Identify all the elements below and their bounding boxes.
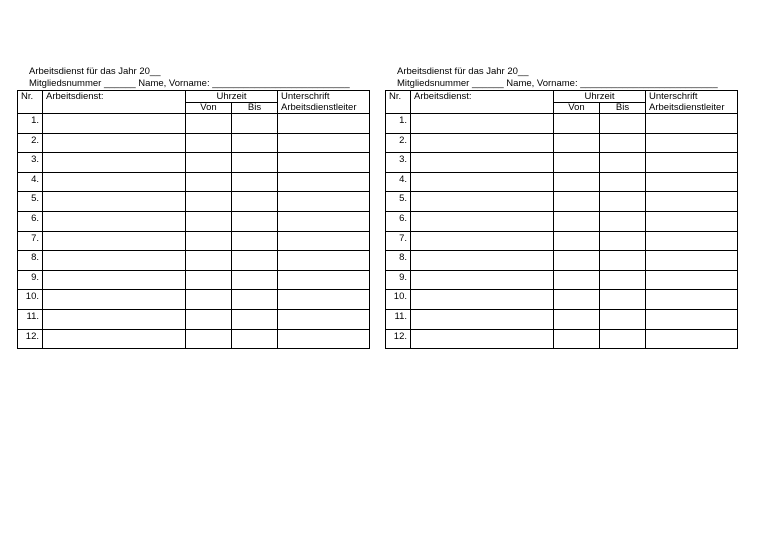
signature-cell[interactable] <box>278 153 370 173</box>
time-to-cell[interactable] <box>600 329 646 349</box>
column-header-service: Arbeitsdienst: <box>43 91 186 114</box>
table-row <box>386 290 738 310</box>
time-from-cell[interactable] <box>554 251 600 271</box>
table-row <box>386 231 738 251</box>
table-row <box>386 153 738 173</box>
table-row <box>18 309 370 329</box>
row-number-cell: 7. <box>18 231 43 251</box>
form-title: Arbeitsdienst für das Jahr 20__ <box>397 66 529 77</box>
table-row <box>386 114 738 134</box>
time-to-cell[interactable] <box>600 172 646 192</box>
signature-cell[interactable] <box>278 270 370 290</box>
time-from-cell[interactable] <box>554 290 600 310</box>
time-to-cell[interactable] <box>600 231 646 251</box>
signature-cell[interactable] <box>646 231 738 251</box>
table-row <box>386 329 738 349</box>
time-from-cell[interactable] <box>554 192 600 212</box>
table-row <box>18 231 370 251</box>
signature-cell[interactable] <box>646 290 738 310</box>
column-header-to: Bis <box>600 103 646 114</box>
signature-cell[interactable] <box>278 309 370 329</box>
row-number-cell: 2. <box>386 133 411 153</box>
table-row <box>18 133 370 153</box>
time-to-cell[interactable] <box>232 153 278 173</box>
signature-cell[interactable] <box>278 211 370 231</box>
table-row <box>18 251 370 271</box>
time-to-cell[interactable] <box>232 172 278 192</box>
service-cell[interactable] <box>411 211 554 231</box>
table-row <box>18 153 370 173</box>
column-header-signature <box>646 91 738 114</box>
row-number-cell: 3. <box>386 153 411 173</box>
row-number-cell: 4. <box>386 172 411 192</box>
row-number-cell: 12. <box>386 329 411 349</box>
time-to-cell[interactable] <box>232 270 278 290</box>
signature-cell[interactable] <box>278 133 370 153</box>
row-number-cell: 12. <box>18 329 43 349</box>
time-to-cell[interactable] <box>232 133 278 153</box>
table-row <box>386 192 738 212</box>
service-cell[interactable] <box>43 309 186 329</box>
table-row <box>386 251 738 271</box>
service-cell[interactable] <box>43 172 186 192</box>
row-number-cell: 11. <box>18 309 43 329</box>
time-from-cell[interactable] <box>554 309 600 329</box>
time-from-cell[interactable] <box>554 133 600 153</box>
service-cell[interactable] <box>411 172 554 192</box>
row-number-cell: 4. <box>18 172 43 192</box>
row-number-cell: 5. <box>18 192 43 212</box>
column-header-time: Uhrzeit <box>554 91 646 103</box>
time-to-cell[interactable] <box>232 329 278 349</box>
column-header-time: Uhrzeit <box>186 91 278 103</box>
table-row <box>386 309 738 329</box>
row-number-cell: 6. <box>386 211 411 231</box>
signature-cell[interactable] <box>278 192 370 212</box>
service-cell[interactable] <box>411 251 554 271</box>
table-row <box>18 329 370 349</box>
member-line: Mitgliedsnummer ______ Name, Vorname: __________________________ <box>29 78 350 89</box>
service-cell[interactable] <box>411 290 554 310</box>
service-cell[interactable] <box>43 290 186 310</box>
row-number-cell: 1. <box>386 114 411 134</box>
column-header-signature <box>278 91 370 114</box>
row-number-cell: 9. <box>18 270 43 290</box>
service-cell[interactable] <box>411 270 554 290</box>
time-to-cell[interactable] <box>600 211 646 231</box>
service-cell[interactable] <box>411 192 554 212</box>
time-from-cell[interactable] <box>186 270 232 290</box>
signature-cell[interactable] <box>646 270 738 290</box>
time-from-cell[interactable] <box>186 133 232 153</box>
time-from-cell[interactable] <box>554 329 600 349</box>
time-from-cell[interactable] <box>554 270 600 290</box>
row-number-cell: 11. <box>386 309 411 329</box>
work-service-form-left <box>17 66 369 349</box>
service-cell[interactable] <box>43 329 186 349</box>
row-number-cell: 3. <box>18 153 43 173</box>
time-from-cell[interactable] <box>186 172 232 192</box>
time-from-cell[interactable] <box>186 114 232 134</box>
time-to-cell[interactable] <box>232 251 278 271</box>
service-cell[interactable] <box>43 251 186 271</box>
time-from-cell[interactable] <box>186 251 232 271</box>
time-from-cell[interactable] <box>186 329 232 349</box>
table-row <box>386 211 738 231</box>
time-to-cell[interactable] <box>232 211 278 231</box>
service-cell[interactable] <box>411 153 554 173</box>
row-number-cell: 6. <box>18 211 43 231</box>
time-from-cell[interactable] <box>554 172 600 192</box>
time-from-cell[interactable] <box>554 231 600 251</box>
time-to-cell[interactable] <box>232 231 278 251</box>
service-cell[interactable] <box>43 270 186 290</box>
row-number-cell: 8. <box>18 251 43 271</box>
time-to-cell[interactable] <box>600 290 646 310</box>
signature-label-line2: Arbeitsdienstleiter <box>649 102 725 113</box>
signature-cell[interactable] <box>646 114 738 134</box>
table-row <box>386 270 738 290</box>
form-title: Arbeitsdienst für das Jahr 20__ <box>29 66 161 77</box>
signature-cell[interactable] <box>646 153 738 173</box>
service-cell[interactable] <box>411 309 554 329</box>
signature-cell[interactable] <box>646 329 738 349</box>
signature-cell[interactable] <box>646 192 738 212</box>
column-header-from: Von <box>186 103 232 114</box>
time-to-cell[interactable] <box>600 270 646 290</box>
signature-cell[interactable] <box>646 251 738 271</box>
table-body <box>386 114 738 349</box>
time-from-cell[interactable] <box>554 153 600 173</box>
form-header <box>385 66 737 90</box>
time-from-cell[interactable] <box>186 192 232 212</box>
table-row <box>18 172 370 192</box>
column-header-nr: Nr. <box>18 91 43 114</box>
time-to-cell[interactable] <box>232 114 278 134</box>
table-row <box>18 211 370 231</box>
table-row <box>386 172 738 192</box>
time-to-cell[interactable] <box>600 309 646 329</box>
signature-label-line1: Unterschrift <box>281 91 330 102</box>
service-cell[interactable] <box>43 211 186 231</box>
time-from-cell[interactable] <box>186 211 232 231</box>
time-to-cell[interactable] <box>600 133 646 153</box>
signature-cell[interactable] <box>646 309 738 329</box>
table-row <box>18 270 370 290</box>
time-to-cell[interactable] <box>600 192 646 212</box>
service-cell[interactable] <box>411 329 554 349</box>
form-header <box>17 66 369 90</box>
signature-cell[interactable] <box>278 251 370 271</box>
time-from-cell[interactable] <box>186 290 232 310</box>
work-service-table <box>385 90 738 349</box>
service-cell[interactable] <box>43 231 186 251</box>
time-to-cell[interactable] <box>600 114 646 134</box>
signature-label-line2: Arbeitsdienstleiter <box>281 102 357 113</box>
time-to-cell[interactable] <box>600 251 646 271</box>
work-service-form-right <box>385 66 737 349</box>
row-number-cell: 10. <box>386 290 411 310</box>
service-cell[interactable] <box>411 231 554 251</box>
service-cell[interactable] <box>43 192 186 212</box>
time-from-cell[interactable] <box>186 231 232 251</box>
table-body <box>18 114 370 349</box>
service-cell[interactable] <box>411 133 554 153</box>
work-service-table <box>17 90 370 349</box>
service-cell[interactable] <box>43 114 186 134</box>
row-number-cell: 10. <box>18 290 43 310</box>
time-from-cell[interactable] <box>554 114 600 134</box>
service-cell[interactable] <box>43 133 186 153</box>
signature-cell[interactable] <box>278 114 370 134</box>
table-row <box>18 114 370 134</box>
signature-cell[interactable] <box>278 290 370 310</box>
service-cell[interactable] <box>411 114 554 134</box>
row-number-cell: 8. <box>386 251 411 271</box>
column-header-to: Bis <box>232 103 278 114</box>
column-header-service: Arbeitsdienst: <box>411 91 554 114</box>
signature-cell[interactable] <box>646 172 738 192</box>
signature-cell[interactable] <box>278 172 370 192</box>
column-header-from: Von <box>554 103 600 114</box>
time-from-cell[interactable] <box>554 211 600 231</box>
row-number-cell: 2. <box>18 133 43 153</box>
time-to-cell[interactable] <box>600 153 646 173</box>
service-cell[interactable] <box>43 153 186 173</box>
row-number-cell: 9. <box>386 270 411 290</box>
signature-label-line1: Unterschrift <box>649 91 698 102</box>
time-from-cell[interactable] <box>186 309 232 329</box>
signature-cell[interactable] <box>646 133 738 153</box>
member-line: Mitgliedsnummer ______ Name, Vorname: __________________________ <box>397 78 718 89</box>
row-number-cell: 7. <box>386 231 411 251</box>
time-to-cell[interactable] <box>232 309 278 329</box>
table-row <box>18 192 370 212</box>
row-number-cell: 1. <box>18 114 43 134</box>
time-to-cell[interactable] <box>232 192 278 212</box>
table-row <box>386 133 738 153</box>
column-header-nr: Nr. <box>386 91 411 114</box>
signature-cell[interactable] <box>278 231 370 251</box>
signature-cell[interactable] <box>646 211 738 231</box>
table-row <box>18 290 370 310</box>
time-to-cell[interactable] <box>232 290 278 310</box>
signature-cell[interactable] <box>278 329 370 349</box>
time-from-cell[interactable] <box>186 153 232 173</box>
row-number-cell: 5. <box>386 192 411 212</box>
